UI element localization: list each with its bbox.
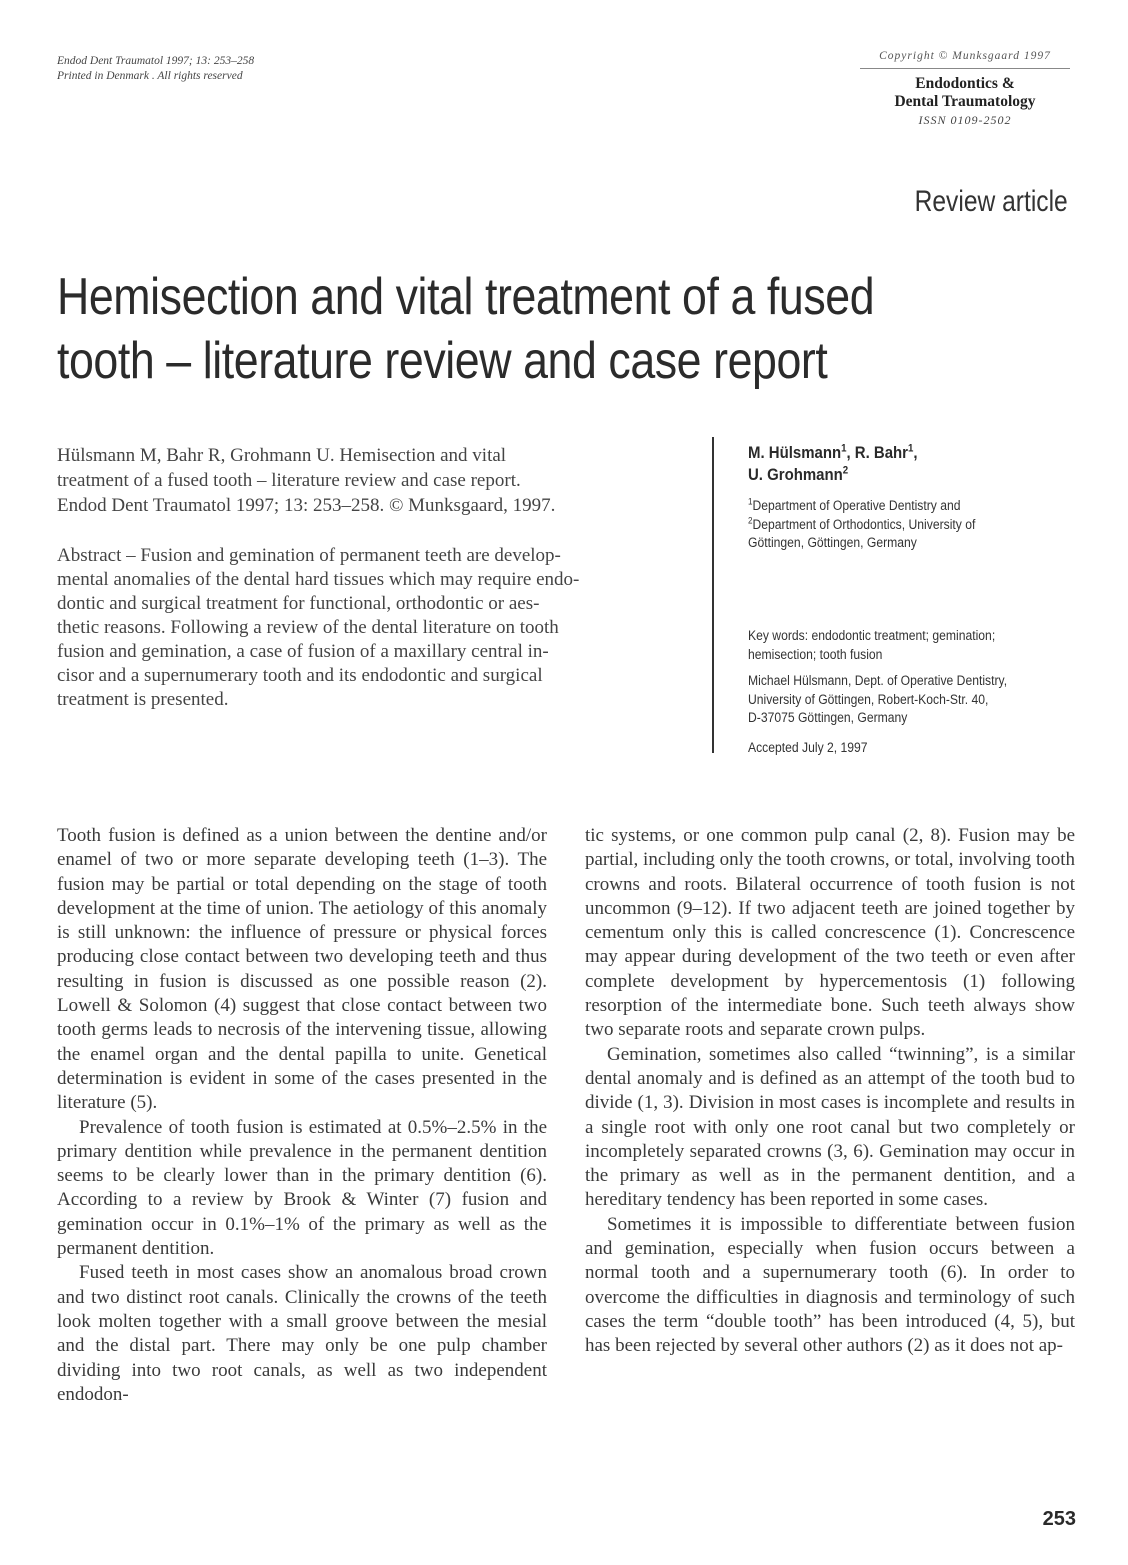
abstract-line: thetic reasons. Following a review of the dental literature on tooth (57, 617, 559, 638)
abstract-line: fusion and gemination, a case of fusion of a maxillary central in- (57, 641, 549, 662)
copyright-line: Copyright © Munksgaard 1997 (860, 50, 1070, 69)
keywords-line: Key words: endodontic treatment; gemination; (748, 628, 996, 643)
author-name: M. Hülsmann (748, 443, 842, 462)
affiliation-text: Department of Operative Dentistry and (752, 498, 961, 513)
keywords (748, 627, 995, 664)
author-name: U. Grohmann (748, 465, 843, 484)
affiliations (748, 497, 975, 553)
citation-block (57, 443, 687, 518)
affiliation-text: Department of Orthodontics, University of (752, 516, 976, 532)
issn: ISSN 0109-2502 (918, 113, 1012, 127)
author-separator: , (913, 443, 918, 462)
author-line1 (748, 442, 1038, 464)
address-line: Michael Hülsmann, Dept. of Operative Dentistry, (748, 673, 1008, 688)
sidebar-divider (712, 437, 714, 753)
affiliation-marker: 2 (748, 515, 753, 525)
title-line1: Hemisection and vital treatment of a fused (57, 268, 875, 326)
body-paragraph: Tooth fusion is defined as a union between the dentine and/or enamel of two or more separate developing teeth (1–3). The fusion may be partial or total depending on the stage of tooth development at the time of union. The aetiology of this anomaly is still unknown: the influence of pressure or physical forces producing close contact between two developing teeth and thus resulting in fusion is discussed as one possible reason (2). Lowell & Solomon (4) suggest that close contact between two tooth germs leads to necrosis of the intervening tissue, allowing the enamel organ and the dental papilla to unite. Genetical determination is evident in some of the cases presented in the literature (5). (57, 825, 547, 1114)
body-paragraph: Gemination, sometimes also called “twinning”, is a similar dental anomaly and is defined as an attempt of the tooth bud to divide (1, 3). Division in most cases is incomplete and results in a single root with only one root canal but two completely or incompletely separated crowns (3, 6). Gemination may occur in the primary as well as in the permanent dentition, and a hereditary tendency has been reported in some cases. (585, 1043, 1075, 1211)
affiliation-marker: 1 (748, 496, 753, 507)
author-name: , R. Bahr (846, 443, 909, 462)
section-label: Review article (914, 185, 1068, 218)
author-line2 (748, 464, 1038, 486)
address-line: D-37075 Göttingen, Germany (748, 710, 908, 725)
affiliation-marker: 1 (908, 442, 914, 455)
title-line2: tooth – literature review and case report (57, 332, 828, 390)
affiliation-marker: 2 (842, 464, 849, 477)
abstract-line: Abstract – Fusion and gemination of permanent teeth are develop- (57, 545, 561, 566)
journal-name-line2: Dental Traumatology (894, 93, 1036, 110)
abstract (57, 544, 687, 712)
author-list (748, 442, 1038, 486)
affiliation-line: Göttingen, Göttingen, Germany (748, 535, 917, 550)
page-number: 253 (1042, 1508, 1076, 1530)
accepted-date: Accepted July 2, 1997 (748, 740, 868, 755)
body-column-left (57, 824, 547, 1407)
citation-line1: Hülsmann M, Bahr R, Grohmann U. Hemisection and vital (57, 445, 507, 466)
journal-name-line1: Endodontics & (915, 75, 1015, 92)
address-line: University of Göttingen, Robert-Koch-Str. 40, (748, 691, 989, 707)
abstract-line: mental anomalies of the dental hard tissues which may require endo- (57, 569, 580, 590)
body-column-right (585, 824, 1075, 1359)
body-paragraph: Sometimes it is impossible to differentiate between fusion and gemination, especially when fusion occurs between a normal tooth and a supernumerary tooth (6). In order to overcome the difficulties in diagnosis and terminology of such cases the term “double tooth” has been introduced (4, 5), but has been rejected by several other authors (2) as it does not ap- (585, 1213, 1075, 1357)
running-header-right (860, 50, 1070, 128)
journal-citation-line: Endod Dent Traumatol 1997; 13: 253–258 (57, 55, 255, 67)
affiliation-line (748, 497, 975, 516)
printed-line: Printed in Denmark . All rights reserved (57, 70, 243, 82)
affiliation-line (748, 516, 975, 535)
abstract-line: dontic and surgical treatment for functional, orthodontic or aes- (57, 593, 540, 614)
abstract-line: cisor and a supernumerary tooth and its endodontic and surgical (57, 665, 543, 686)
article-title (57, 265, 1067, 393)
citation-line3: Endod Dent Traumatol 1997; 13: 253–258. © Munksgaard, 1997. (57, 495, 556, 516)
body-paragraph: tic systems, or one common pulp canal (2, 8). Fusion may be partial, including only the tooth crowns, or total, involving tooth crowns and roots. Bilateral occurrence of tooth fusion is not uncommon (9–12). If two adjacent teeth are joined together by cementum only this is called concrescence (1). Concrescence may appear during development of the two teeth or even after complete development by hypercementosis (1) following resorption of the intermediate bone. Such teeth always show two separate roots and separate crown pulps. (585, 825, 1075, 1041)
affiliation-marker: 1 (841, 442, 847, 455)
journal-name (860, 75, 1070, 111)
body-paragraph: Prevalence of tooth fusion is estimated at 0.5%–2.5% in the primary dentition while prevalence in the permanent dentition seems to be clearly lower than in the primary dentition (6). According to a review by Brook & Winter (7) fusion and gemination occur in 0.1%–1% of the primary as well as the permanent dentition. (57, 1116, 547, 1260)
running-header-left (57, 54, 254, 84)
abstract-line: treatment is presented. (57, 689, 229, 710)
citation-line2: treatment of a fused tooth – literature review and case report. (57, 470, 521, 491)
keywords-line: hemisection; tooth fusion (748, 646, 883, 662)
body-paragraph: Fused teeth in most cases show an anomalous broad crown and two distinct root canals. Clinically the crowns of the teeth look molten together with a small groove between the mesial and the distal part. There may only be one pulp chamber dividing into two root canals, as well as two independent endodon- (57, 1262, 547, 1405)
correspondence-address (748, 672, 1007, 728)
